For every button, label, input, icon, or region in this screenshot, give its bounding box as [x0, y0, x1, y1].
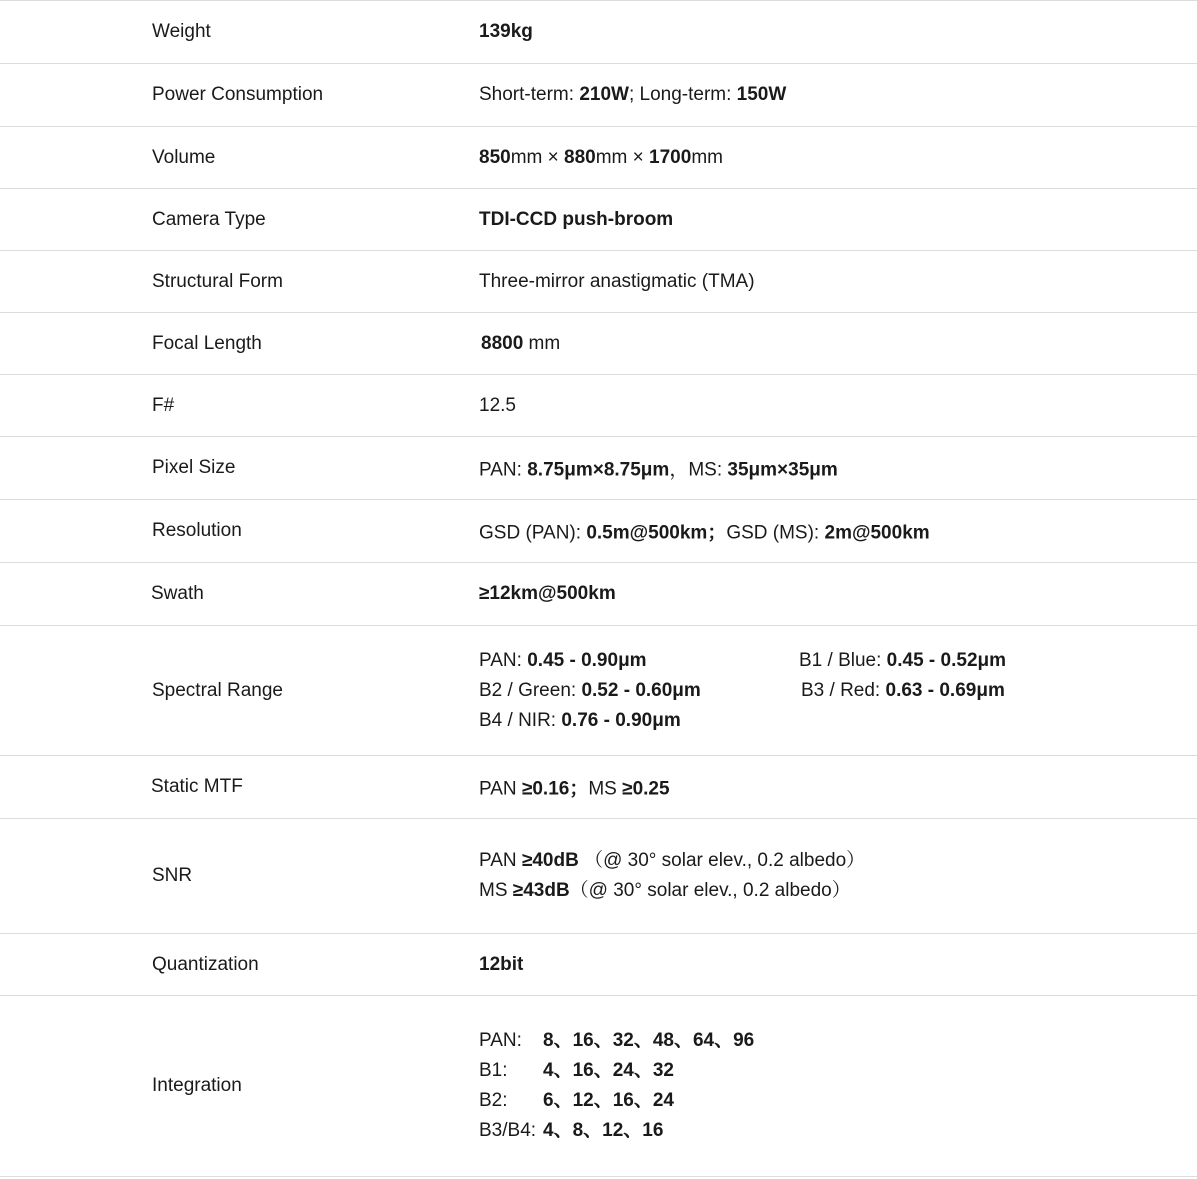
row-label: Structural Form — [152, 270, 283, 292]
value-strong: ≥0.25 — [622, 778, 670, 800]
row-label: Focal Length — [152, 332, 262, 354]
value-strong: 12bit — [479, 953, 524, 975]
integ-b2-label: B2: — [479, 1090, 508, 1111]
value-unit: mm — [523, 332, 561, 354]
integ-pan-value — [543, 1026, 754, 1056]
value-strong: 6、12、16、24 — [543, 1090, 674, 1111]
value-separator: ， — [669, 459, 689, 481]
value-label: B2 / Green: — [479, 679, 582, 701]
value-strong: TDI-CCD push-broom — [479, 208, 674, 230]
value-strong: 880 — [564, 146, 596, 168]
value-label: PAN: — [479, 649, 528, 671]
value-strong: 8、16、32、48、64、96 — [543, 1030, 755, 1051]
row-value — [479, 455, 838, 482]
value-label: B4 / NIR: — [479, 709, 562, 731]
value-note: （@ 30° solar elev., 0.2 albedo） — [578, 850, 866, 871]
table-row-integration — [0, 996, 1197, 1177]
row-value — [479, 1026, 754, 1146]
value-label: PAN — [479, 778, 522, 800]
row-value — [479, 954, 523, 976]
value-unit: mm — [691, 146, 723, 168]
value-label: MS — [479, 880, 513, 901]
row-value — [479, 846, 865, 906]
table-row-power — [0, 64, 1197, 127]
row-label: Power Consumption — [152, 84, 324, 105]
value-strong: ≥40dB — [521, 850, 579, 871]
value-strong: 35μm×35μm — [727, 459, 838, 481]
value-strong: 8800 — [481, 332, 524, 354]
value-label: MS: — [688, 459, 728, 481]
value-label: B1 / Blue: — [799, 649, 887, 671]
integ-b34-value — [543, 1116, 754, 1146]
value-strong: 210W — [579, 84, 629, 105]
row-label: F# — [152, 394, 175, 416]
value-label: GSD (PAN): — [479, 522, 587, 544]
row-value — [479, 646, 1006, 736]
value-strong: 2m@500km — [824, 522, 930, 544]
table-row-structure — [0, 251, 1197, 313]
table-row-camera — [0, 189, 1197, 251]
row-value: Three-mirror anastigmatic (TMA) — [479, 270, 755, 292]
value-strong: 4、8、12、16 — [543, 1120, 664, 1141]
value-strong: 4、16、24、32 — [543, 1060, 674, 1081]
value-strong: 150W — [736, 84, 787, 105]
row-value — [479, 518, 930, 545]
band-b4 — [479, 706, 799, 736]
row-value — [481, 333, 560, 355]
table-row-resolution — [0, 500, 1197, 563]
row-label: Camera Type — [152, 208, 266, 230]
value-label: MS — [588, 778, 623, 800]
snr-pan — [479, 846, 865, 876]
table-row-fnum — [0, 375, 1197, 437]
row-label: Resolution — [152, 520, 242, 541]
row-label: Quantization — [152, 953, 259, 975]
row-value — [479, 209, 673, 231]
value-unit: mm × — [510, 146, 565, 168]
integ-b34-label: B3/B4: — [479, 1120, 537, 1141]
row-label: Volume — [152, 146, 216, 168]
value-strong: 0.52 - 0.60μm — [581, 679, 701, 701]
table-row-swath — [0, 563, 1197, 626]
band-b2 — [479, 676, 799, 706]
row-label: Spectral Range — [152, 679, 283, 701]
value-strong: 850 — [479, 146, 511, 168]
band-b3 — [799, 676, 1006, 706]
row-value — [479, 84, 786, 106]
row-value — [479, 774, 670, 801]
integ-pan-label: PAN: — [479, 1030, 522, 1051]
row-label: Weight — [152, 21, 211, 42]
value-strong: ≥43dB — [512, 880, 570, 901]
value-strong: 8.75μm×8.75μm — [527, 459, 670, 481]
row-label: Swath — [151, 583, 204, 604]
table-row-focal — [0, 313, 1197, 375]
value-strong: 0.45 - 0.52μm — [886, 649, 1007, 671]
value-strong: 0.76 - 0.90μm — [561, 709, 681, 731]
value-strong: 0.63 - 0.69μm — [885, 679, 1005, 701]
value-label: GSD (MS): — [726, 522, 825, 544]
row-label: Integration — [152, 1075, 242, 1096]
value-strong: 0.45 - 0.90μm — [527, 649, 647, 671]
row-value — [479, 21, 533, 43]
row-label: Pixel Size — [152, 457, 236, 478]
value-label: PAN — [479, 850, 522, 871]
table-row-pixel — [0, 437, 1197, 500]
table-row-volume — [0, 127, 1197, 189]
row-value: 12.5 — [479, 394, 516, 416]
row-label: SNR — [152, 865, 193, 886]
integ-b2-value — [543, 1086, 754, 1116]
value-strong: 139kg — [479, 21, 533, 42]
value-label: Long-term: — [639, 84, 737, 105]
integ-b1-label: B1: — [479, 1060, 508, 1081]
value-label: PAN: — [479, 459, 528, 481]
value-strong: 1700 — [649, 146, 692, 168]
row-label: Static MTF — [151, 776, 243, 797]
value-strong: 0.5m@500km； — [586, 522, 727, 544]
row-value — [479, 147, 723, 169]
value-unit: mm × — [595, 146, 650, 168]
table-row-mtf — [0, 756, 1197, 819]
table-row-weight — [0, 1, 1197, 64]
row-value — [479, 583, 616, 605]
value-label: B3 / Red: — [801, 679, 886, 701]
integ-b1-value — [543, 1056, 754, 1086]
value-separator: ; — [628, 84, 640, 105]
table-row-spectral — [0, 626, 1197, 756]
band-pan — [479, 646, 799, 676]
band-b1 — [799, 646, 1006, 676]
value-label: Short-term: — [479, 84, 580, 105]
table-row-quant — [0, 934, 1197, 996]
value-strong: ≥0.16； — [521, 778, 589, 800]
table-row-snr — [0, 819, 1197, 934]
snr-ms — [479, 876, 865, 906]
value-note: （@ 30° solar elev., 0.2 albedo） — [569, 880, 851, 901]
value-strong: ≥12km@500km — [479, 583, 616, 604]
